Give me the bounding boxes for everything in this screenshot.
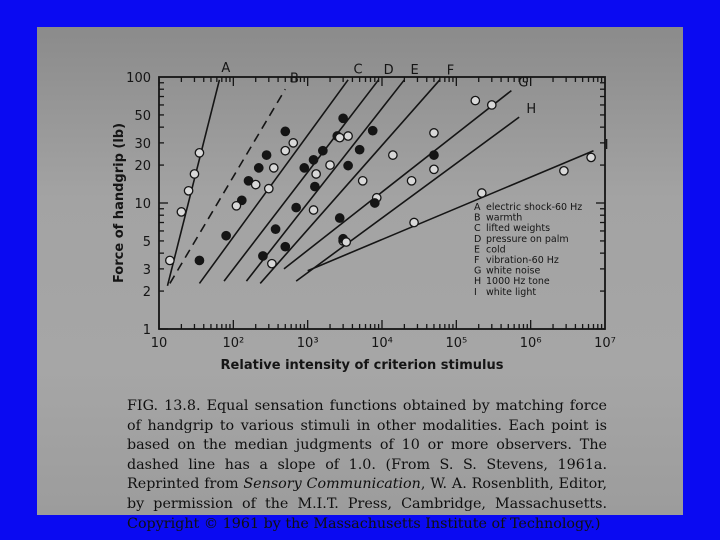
data-point-c [319, 147, 327, 155]
data-point-d [312, 170, 320, 178]
y-tick-label: 2 [142, 285, 151, 301]
data-point-c [281, 127, 289, 135]
data-point-g [488, 101, 496, 109]
chart-labels [112, 61, 616, 373]
data-point-h [371, 199, 379, 207]
data-point-d [265, 184, 273, 192]
x-tick-label: 10³ [296, 336, 319, 351]
data-point-i [478, 189, 486, 197]
legend-key-e: E [474, 244, 481, 256]
data-point-e [259, 252, 267, 260]
caption-figure-label: FIG. 13.8. [127, 398, 201, 414]
legend-label-a: electric shock-60 Hz [486, 202, 583, 213]
y-tick-label: 3 [142, 262, 151, 278]
data-point-i [410, 218, 418, 226]
data-point-f [430, 129, 438, 137]
series-key-b: B [289, 71, 299, 87]
series-key-c: C [353, 62, 363, 78]
series-key-g: G [518, 75, 529, 91]
series-key-f: F [446, 63, 455, 79]
data-point-e [311, 182, 319, 190]
data-point-e [344, 161, 352, 169]
data-point-c [300, 164, 308, 172]
caption-text: Equal sensation functions obtained by matching force of handgrip to various stimuli in other modalities. Each point is based on the median judgments of 10 or more observers. The dashed line has a slope of 1.0. (From S. S. Stevens, 1961a. Reprinted from [127, 398, 608, 493]
data-point-e [369, 126, 377, 134]
x-tick-label: 10⁴ [371, 336, 393, 351]
y-tick-label: 20 [134, 159, 151, 175]
photo-frame [37, 27, 683, 532]
data-point-g [407, 177, 415, 185]
legend-label-i: white light [486, 286, 537, 298]
series-key-h: H [526, 102, 537, 118]
data-point-c [339, 114, 347, 122]
y-axis-label: Force of handgrip (lb) [112, 122, 127, 284]
x-tick-label: 10⁵ [445, 336, 468, 351]
chart-legend [474, 202, 582, 298]
data-point-h [430, 151, 438, 159]
legend-key-h: H [474, 276, 482, 288]
data-point-e [355, 145, 363, 153]
data-point-f [268, 259, 276, 267]
series-line-a [167, 80, 219, 286]
data-point-d [336, 133, 344, 141]
legend-key-c: C [474, 223, 481, 235]
data-point-i [560, 167, 568, 175]
y-tick-label: 100 [126, 71, 151, 86]
data-point-a [190, 170, 198, 178]
series-key-i: I [604, 137, 609, 153]
data-point-d [270, 164, 278, 172]
data-point-a [184, 187, 192, 195]
legend-key-i: I [474, 286, 477, 298]
y-tick-label: 50 [134, 108, 151, 124]
data-point-d [344, 132, 352, 140]
data-point-a [177, 208, 185, 216]
x-tick-label: 10² [222, 336, 245, 351]
series-line-c [199, 80, 348, 284]
data-point-a [166, 256, 174, 264]
data-point-g [430, 165, 438, 173]
y-tick-label: 10 [134, 197, 151, 212]
data-point-f [309, 206, 317, 214]
data-point-d [232, 202, 240, 210]
legend-key-g: G [474, 265, 482, 277]
x-tick-label: 10 [150, 336, 168, 351]
legend-label-f: vibration-60 Hz [486, 255, 559, 266]
data-point-h [281, 242, 289, 250]
x-axis-label: Relative intensity of criterion stimulus [220, 358, 504, 373]
legend-label-d: pressure on palm [486, 233, 569, 245]
caption-text-continued: , W. A. Rosenblith, Editor, by permission of the M.I.T. Press, Cambridge, Massachusetts. Copyright © 1961 by the Massachusetts Institute of Technology.) [127, 476, 607, 532]
data-point-a [195, 149, 203, 157]
y-tick-label: 1 [142, 323, 151, 338]
caption-book-title: Sensory Communication [243, 476, 421, 493]
data-point-g [471, 96, 479, 104]
legend-key-a: A [474, 202, 481, 213]
legend-label-e: cold [486, 244, 506, 256]
data-point-f [389, 151, 397, 159]
data-point-c [262, 151, 270, 159]
data-point-d [289, 139, 297, 147]
data-point-c [195, 256, 203, 264]
data-point-e [271, 225, 279, 233]
legend-label-g: white noise [486, 265, 541, 277]
legend-label-b: warmth [486, 212, 523, 224]
data-point-i [587, 153, 595, 161]
data-point-i [342, 238, 350, 246]
series-key-a: A [221, 61, 231, 77]
legend-key-f: F [474, 255, 480, 266]
data-point-d [252, 180, 260, 188]
legend-label-h: 1000 Hz tone [486, 276, 550, 288]
x-tick-label: 10⁶ [519, 336, 542, 351]
figure-caption [127, 397, 607, 534]
x-tick-label: 10⁷ [594, 336, 616, 351]
data-point-e [336, 214, 344, 222]
y-tick-label: 5 [142, 234, 151, 250]
series-key-e: E [410, 62, 419, 78]
legend-label-c: lifted weights [486, 223, 551, 235]
data-point-d [326, 161, 334, 169]
data-point-c [222, 232, 230, 240]
data-point-e [292, 203, 300, 211]
data-point-c [309, 156, 317, 164]
data-point-c [255, 164, 263, 172]
series-key-d: D [383, 62, 394, 78]
data-point-d [281, 147, 289, 155]
legend-key-b: B [474, 212, 481, 224]
y-tick-label: 30 [134, 136, 151, 152]
legend-key-d: D [474, 233, 482, 245]
data-point-f [359, 177, 367, 185]
